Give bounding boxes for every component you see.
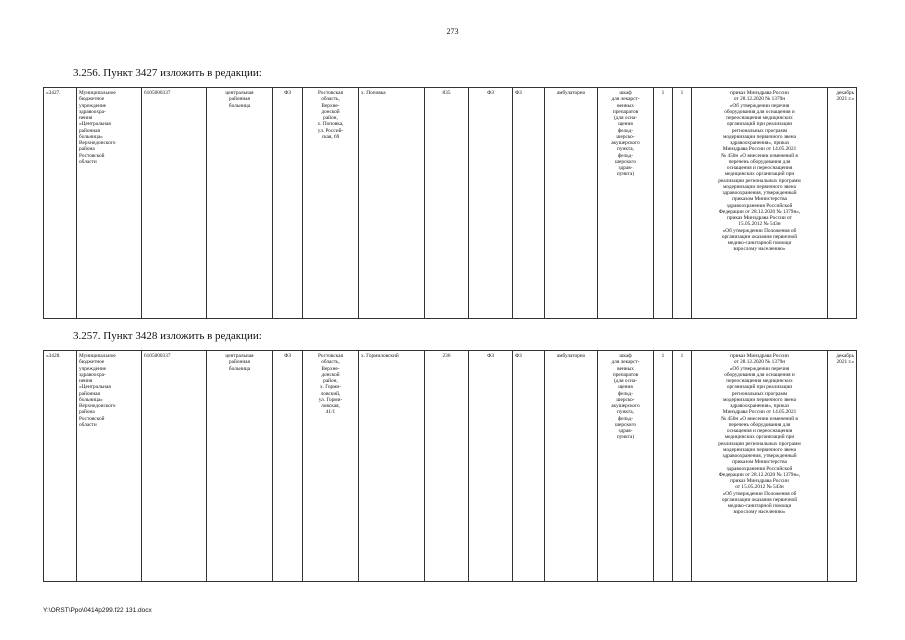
cell-text-line: здрав- xyxy=(618,165,633,171)
cell-address xyxy=(303,351,359,582)
cell-text-line: от 15.05.2012 № 543н xyxy=(735,484,784,491)
cell-text-line: переоснащения медицинских xyxy=(726,378,793,384)
cell-locality: х. Поповка xyxy=(359,88,425,319)
cell-text-line: «Об утверждении Положения об xyxy=(722,227,797,234)
cell-text-line: приказ Минздрава России xyxy=(730,353,789,359)
table-row xyxy=(44,351,857,582)
cell-fz-3: ФЗ xyxy=(513,351,545,582)
cell-text-line: Ростовской xyxy=(79,152,105,159)
cell-text-line: препаратов xyxy=(612,371,639,378)
cell-text-line: учреждение xyxy=(79,102,107,109)
cell-text-line: фельд- xyxy=(617,390,634,397)
cell-text-line: х. Горми- xyxy=(319,384,342,391)
cell-text-line: района xyxy=(79,146,95,153)
cell-text-line: х. Поповка, xyxy=(317,121,344,128)
cell-text-line: районная xyxy=(229,96,250,103)
cell-text-line: здравоохранения, утвержденный xyxy=(722,453,797,459)
cell-service-type: амбулаторно xyxy=(545,351,598,582)
cell-text-line: приказ Минздрава России xyxy=(730,478,789,484)
cell-text-line: приказом Министерства xyxy=(732,196,787,203)
cell-text-line: район, xyxy=(323,378,338,384)
cell-text-line: ская, 69 xyxy=(321,133,340,140)
registry-table-3427 xyxy=(43,87,857,319)
cell-org-type xyxy=(207,88,273,319)
cell-text-line: ул. Россий- xyxy=(317,127,344,134)
cell-text-line: Федерации от 28.12.2020 № 1379н», xyxy=(718,208,801,215)
cell-text-line: ловская, xyxy=(321,403,340,409)
cell-text-line: перечень оборудования для xyxy=(728,421,791,428)
section-heading-3256: 3.256. Пункт 3427 изложить в редакции: xyxy=(73,67,262,79)
cell-text-line: донской xyxy=(321,108,340,115)
cell-text-line: район, xyxy=(323,115,338,121)
cell-text-line: 41/1 xyxy=(325,409,336,416)
cell-text-line: «Об утверждении перечня xyxy=(729,365,790,372)
cell-text-line: (для осна- xyxy=(614,115,637,121)
cell-text-line: медико-санитарной помощи xyxy=(727,240,792,246)
cell-text-line: оборудования для оснащения и xyxy=(724,108,795,115)
cell-text-line: шерского xyxy=(614,421,637,428)
cell-text-line: 15.05.2012 № 543н xyxy=(738,221,781,228)
cell-text-line: щения xyxy=(618,384,633,391)
cell-text-line: «Об утверждении перечня xyxy=(729,102,790,109)
cell-text-line: области xyxy=(79,158,97,165)
cell-fz-1: ФЗ xyxy=(273,88,303,319)
cell-text-line: района xyxy=(79,409,95,416)
cell-text-line: декабрь xyxy=(836,90,854,96)
cell-text-line: пункта, xyxy=(617,146,634,153)
cell-text-line: центральная xyxy=(225,90,254,96)
cell-quantity-1: 1 xyxy=(654,88,673,319)
cell-fz-1: ФЗ xyxy=(273,351,303,582)
cell-number: «3427. xyxy=(44,88,77,319)
cell-text-line: область, xyxy=(321,359,340,366)
cell-text-line: здравоохранения Российской xyxy=(726,465,793,472)
cell-text-line: шерско- xyxy=(616,396,635,403)
cell-text-line: нения xyxy=(79,115,93,121)
cell-text-line: «Об утверждении Положения об xyxy=(722,490,797,497)
cell-text-line: больница» xyxy=(79,396,103,403)
cell-text-line: оснащения и переоснащения xyxy=(726,428,793,434)
cell-text-line: реализации региональных программ xyxy=(718,177,801,184)
page-number: 273 xyxy=(446,27,459,36)
cell-text-line: области xyxy=(79,421,97,428)
cell-text-line: здрав- xyxy=(618,428,633,434)
cell-text-line: региональных программ xyxy=(731,127,788,134)
cell-text-line: взрослому населению» xyxy=(733,509,786,516)
cell-text-line: модернизации первичного звена xyxy=(723,183,796,190)
cell-text-line: шкаф xyxy=(619,90,632,96)
cell-text-line: районная xyxy=(79,390,100,397)
cell-text-line: Минздрава России от 14.05.2021 xyxy=(722,409,797,416)
cell-text-line: оборудования для оснащения и xyxy=(724,371,795,378)
cell-text-line: фельд- xyxy=(617,152,634,159)
cell-text-line: центральная xyxy=(225,353,254,359)
file-path-footer: Y:\ORST\Ppo\0414p299.f22 131.docx xyxy=(43,607,152,614)
cell-text-line: (для осна- xyxy=(614,378,637,384)
cell-text-line: шерско- xyxy=(616,133,635,140)
table-row xyxy=(44,88,857,319)
cell-text-line: акушерского xyxy=(611,403,640,409)
cell-text-line: районная xyxy=(79,127,100,134)
cell-text-line: Ростовская xyxy=(318,90,343,96)
cell-text-line: здравоохра- xyxy=(79,371,106,378)
cell-date xyxy=(828,88,857,319)
cell-text-line: бюджетное xyxy=(79,96,105,103)
cell-text-line: Верхнедонского xyxy=(79,140,116,146)
cell-text-line: фельд- xyxy=(617,415,634,422)
cell-quantity-2: 1 xyxy=(673,88,692,319)
cell-text-line: переоснащения медицинских xyxy=(726,115,793,121)
cell-legal-basis xyxy=(692,351,828,582)
cell-text-line: «Центральная xyxy=(79,121,111,128)
cell-address xyxy=(303,88,359,319)
cell-text-line: модернизации первичного звена xyxy=(723,133,796,140)
cell-equipment xyxy=(598,88,654,319)
cell-equipment xyxy=(598,351,654,582)
cell-fz-2: ФЗ xyxy=(469,351,513,582)
cell-legal-basis xyxy=(692,88,828,319)
cell-text-line: 2021 г.» xyxy=(836,96,854,103)
cell-text-line: Верхнедонского xyxy=(79,403,116,409)
cell-text-line: взрослому населению» xyxy=(733,246,786,253)
cell-text-line: организации оказания первичной xyxy=(721,233,798,240)
cell-text-line: пункта) xyxy=(616,434,635,441)
cell-inn: 6105000337 xyxy=(142,351,207,582)
cell-text-line: организации оказания первичной xyxy=(721,496,798,503)
cell-text-line: от 28.12.2020 № 1379н xyxy=(733,359,786,366)
cell-text-line: оснащения и переоснащения xyxy=(726,165,793,171)
cell-text-line: здравоохранения Российской xyxy=(726,202,793,209)
cell-text-line: здравоохранения, утвержденный xyxy=(722,190,797,196)
cell-service-type: амбулаторно xyxy=(545,88,598,319)
cell-quantity-1: 1 xyxy=(654,351,673,582)
cell-text-line: нения xyxy=(79,378,93,384)
cell-text-line: Муниципальное xyxy=(79,353,116,359)
cell-text-line: здравоохранения», приказ xyxy=(730,140,789,146)
cell-locality: х. Гормиловский xyxy=(359,351,425,582)
cell-text-line: приказ Минздрава России xyxy=(730,90,789,96)
cell-text-line: организаций при реализации xyxy=(726,121,793,128)
cell-quantity-2: 1 xyxy=(673,351,692,582)
cell-organization xyxy=(77,88,142,319)
cell-text-line: пункта, xyxy=(617,409,634,416)
cell-text-line: больница xyxy=(228,365,251,372)
cell-text-line: акушерского xyxy=(611,140,640,146)
cell-text-line: бюджетное xyxy=(79,359,105,366)
section-heading-3257: 3.257. Пункт 3428 изложить в редакции: xyxy=(73,330,262,342)
cell-text-line: от 28.12.2020 № 1379н xyxy=(733,96,786,103)
cell-organization xyxy=(77,351,142,582)
cell-text-line: пункта) xyxy=(616,171,635,178)
cell-population: 835 xyxy=(425,88,469,319)
cell-text-line: модернизации первичного звена xyxy=(723,446,796,453)
cell-text-line: больница» xyxy=(79,133,103,140)
cell-text-line: венных xyxy=(617,365,634,372)
cell-text-line: Муниципальное xyxy=(79,90,116,96)
cell-text-line: «Центральная xyxy=(79,384,111,391)
cell-text-line: № 450н «О внесении изменений в xyxy=(721,152,798,159)
cell-text-line: шкаф xyxy=(619,353,632,359)
cell-text-line: для лекарст- xyxy=(611,96,640,103)
cell-text-line: приказ Минздрава России от xyxy=(727,215,792,221)
cell-text-line: здравоохра- xyxy=(79,108,106,115)
cell-text-line: ловский, xyxy=(320,390,341,397)
cell-population: 236 xyxy=(425,351,469,582)
cell-text-line: ул. Горми- xyxy=(318,396,343,403)
cell-text-line: фельд- xyxy=(617,127,634,134)
cell-text-line: Верхне- xyxy=(321,102,340,109)
cell-text-line: учреждение xyxy=(79,365,107,372)
cell-text-line: шерского xyxy=(614,158,637,165)
cell-fz-2: ФЗ xyxy=(469,88,513,319)
cell-text-line: здравоохранения», приказ xyxy=(730,403,789,409)
cell-text-line: Ростовской xyxy=(79,415,105,422)
cell-text-line: больница xyxy=(228,102,251,109)
cell-text-line: организаций при реализации xyxy=(726,384,793,391)
cell-text-line: перечень оборудования для xyxy=(728,158,791,165)
cell-text-line: донской xyxy=(321,371,340,378)
cell-number: «3428. xyxy=(44,351,77,582)
cell-text-line: препаратов xyxy=(612,108,639,115)
cell-text-line: медико-санитарной помощи xyxy=(727,503,792,509)
cell-text-line: реализации региональных программ xyxy=(718,440,801,447)
cell-text-line: для лекарст- xyxy=(611,359,640,366)
cell-date xyxy=(828,351,857,582)
cell-fz-3: ФЗ xyxy=(513,88,545,319)
cell-text-line: Федерации от 28.12.2020 № 1379н», xyxy=(718,471,801,478)
cell-text-line: Минздрава России от 14.05.2021 xyxy=(722,146,797,153)
cell-text-line: региональных программ xyxy=(731,390,788,397)
cell-text-line: щения xyxy=(618,121,633,128)
cell-text-line: Ростовская xyxy=(318,353,343,359)
cell-text-line: приказом Министерства xyxy=(732,459,787,466)
cell-text-line: область, xyxy=(321,96,340,103)
cell-text-line: модернизации первичного звена xyxy=(723,396,796,403)
cell-text-line: медицинских организаций при xyxy=(724,434,795,441)
cell-inn: 6105000337 xyxy=(142,88,207,319)
cell-text-line: Верхне- xyxy=(321,365,340,372)
cell-text-line: декабрь xyxy=(836,353,854,359)
cell-text-line: венных xyxy=(617,102,634,109)
cell-text-line: районная xyxy=(229,359,250,366)
registry-table-3428 xyxy=(43,350,857,582)
cell-text-line: № 450н «О внесении изменений в xyxy=(721,415,798,422)
cell-org-type xyxy=(207,351,273,582)
cell-text-line: 2021 г.» xyxy=(836,359,854,366)
cell-text-line: медицинских организаций при xyxy=(724,171,795,178)
